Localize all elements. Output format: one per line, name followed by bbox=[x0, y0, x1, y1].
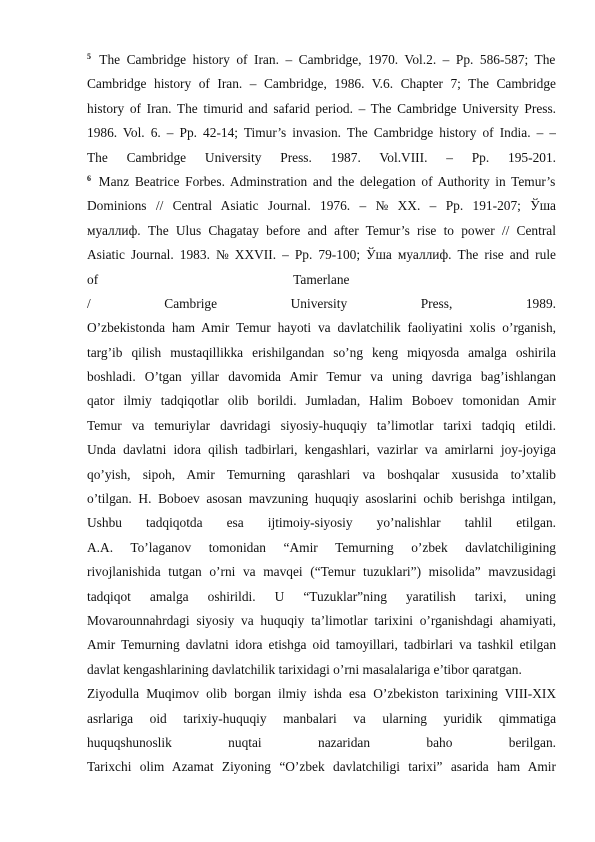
paragraph-4-line-1: Tarixchi olim Azamat Ziyoning “O’zbek davlatchiligi tarixi” asarida ham Amir bbox=[87, 759, 556, 775]
paragraph-2-line-1: A.A. To’laganov tomonidan “Amir Temurning o’zbek davlatchiligining bbox=[87, 539, 556, 555]
paragraph-1-line-4: qator ilmiy tadqiqotlar olib borildi. Jumladan, Halim Boboev tomonidan Amir bbox=[87, 393, 556, 409]
paragraph-1-line-5: Temur va temuriylar davridagi siyosiy-huquqiy ta’limotlar tarixi tadqiq etildi. bbox=[87, 417, 556, 433]
document-page bbox=[87, 48, 556, 780]
footnote-6-line-5: of Tamerlane bbox=[87, 271, 350, 287]
paragraph-2-line-2: rivojlanishida tutgan o’rni va mavqei (“Temur tuzuklari”) misolida” mavzusidagi bbox=[87, 564, 556, 580]
paragraph-3-line-1: Ziyodulla Muqimov olib borgan ilmiy ishda esa O’zbekiston tarixining VIII-XIX bbox=[87, 686, 556, 702]
footnote-6-line-1: $^6$ Manz Beatrice Forbes. Adminstration and the delegation of Authority in Temur’s bbox=[87, 173, 556, 189]
footnote-5-marker: 5 bbox=[87, 52, 91, 61]
footnote-6-line-3: муаллиф. The Ulus Chagatay before and after Temur’s rise to power // Central bbox=[87, 222, 556, 238]
paragraph-2-line-6: davlat kengashlarining davlatchilik tarixidagi o’rni masalalariga e’tibor qaratgan. bbox=[87, 661, 522, 677]
footnote-5-line-2: Cambridge history of Iran. – Cambridge, 1986. V.6. Chapter 7; The Cambridge bbox=[87, 76, 556, 92]
footnote-5-line-4: 1986. Vol. 6. – Pp. 42-14; Timur’s invasion. The Cambridge history of India. – – bbox=[87, 125, 556, 141]
paragraph-1-line-2: targ’ib qilish mustaqillikka erishilgandan so’ng keng miqyosda amalga oshirila bbox=[87, 344, 556, 360]
footnote-6-line-6: / Cambrige University Press, 1989. bbox=[87, 295, 556, 311]
footnote-5-line-1: $^5$ The Cambridge history of Iran. – Cambridge, 1970. Vol.2. – Pp. 586-587; The bbox=[87, 52, 556, 67]
paragraph-1-line-7: qo’yish, sipoh, Amir Temurning qarashlari va boshqalar xususida to’xtalib bbox=[87, 466, 556, 482]
paragraph-3-line-2: asrlariga oid tarixiy-huquqiy manbalari va ularning yuridik qimmatiga bbox=[87, 710, 556, 726]
paragraph-2-line-4: Movarounnahrdagi siyosiy va huquqiy ta’limotlar tarixini o’rganishdagi ahamiyati, bbox=[87, 612, 556, 628]
footnote-6-line-4: Asiatic Journal. 1983. № XXVII. – Pp. 79-100; Ўша муаллиф. The rise and rule bbox=[87, 247, 556, 263]
footnote-5-line-5: The Cambridge University Press. 1987. Vol.VIII. – Pp. 195-201. bbox=[87, 149, 556, 165]
paragraph-3-line-3: huquqshunoslik nuqtai nazaridan baho berilgan. bbox=[87, 734, 556, 750]
footnote-6-marker: 6 bbox=[87, 173, 91, 183]
paragraph-1-line-1: O’zbekistonda ham Amir Temur hayoti va davlatchilik faoliyatini xolis o’rganish, bbox=[87, 320, 556, 336]
paragraph-2-line-5: Amir Temurning davlatni idora etishga oid tamoyillari, tadbirlari va tashkil etilgan bbox=[87, 637, 556, 653]
paragraph-2-line-3: tadqiqot amalga oshirildi. U “Tuzuklar”ning yaratilish tarixi, uning bbox=[87, 588, 556, 604]
paragraph-1-line-8: o’tilgan. H. Boboev asosan mavzuning huquqiy asoslarini ochib berishga intilgan, bbox=[87, 491, 556, 507]
paragraph-1-line-9: Ushbu tadqiqotda esa ijtimoiy-siyosiy yo’nalishlar tahlil etilgan. bbox=[87, 515, 556, 531]
paragraph-1-line-3: boshladi. O’tgan yillar davomida Amir Temur va uning davriga bag’ishlangan bbox=[87, 369, 556, 385]
paragraph-1-line-6: Unda davlatni idora qilish tadbirlari, kengashlari, vazirlar va amirlarni joy-joyiga bbox=[87, 442, 556, 458]
footnote-5-line-3: history of Iran. The timurid and safarid period. – The Cambridge University Press. bbox=[87, 100, 556, 116]
footnote-6-line-2: Dominions // Central Asiatic Journal. 1976. – № XX. – Pp. 191-207; Ўша bbox=[87, 198, 556, 214]
